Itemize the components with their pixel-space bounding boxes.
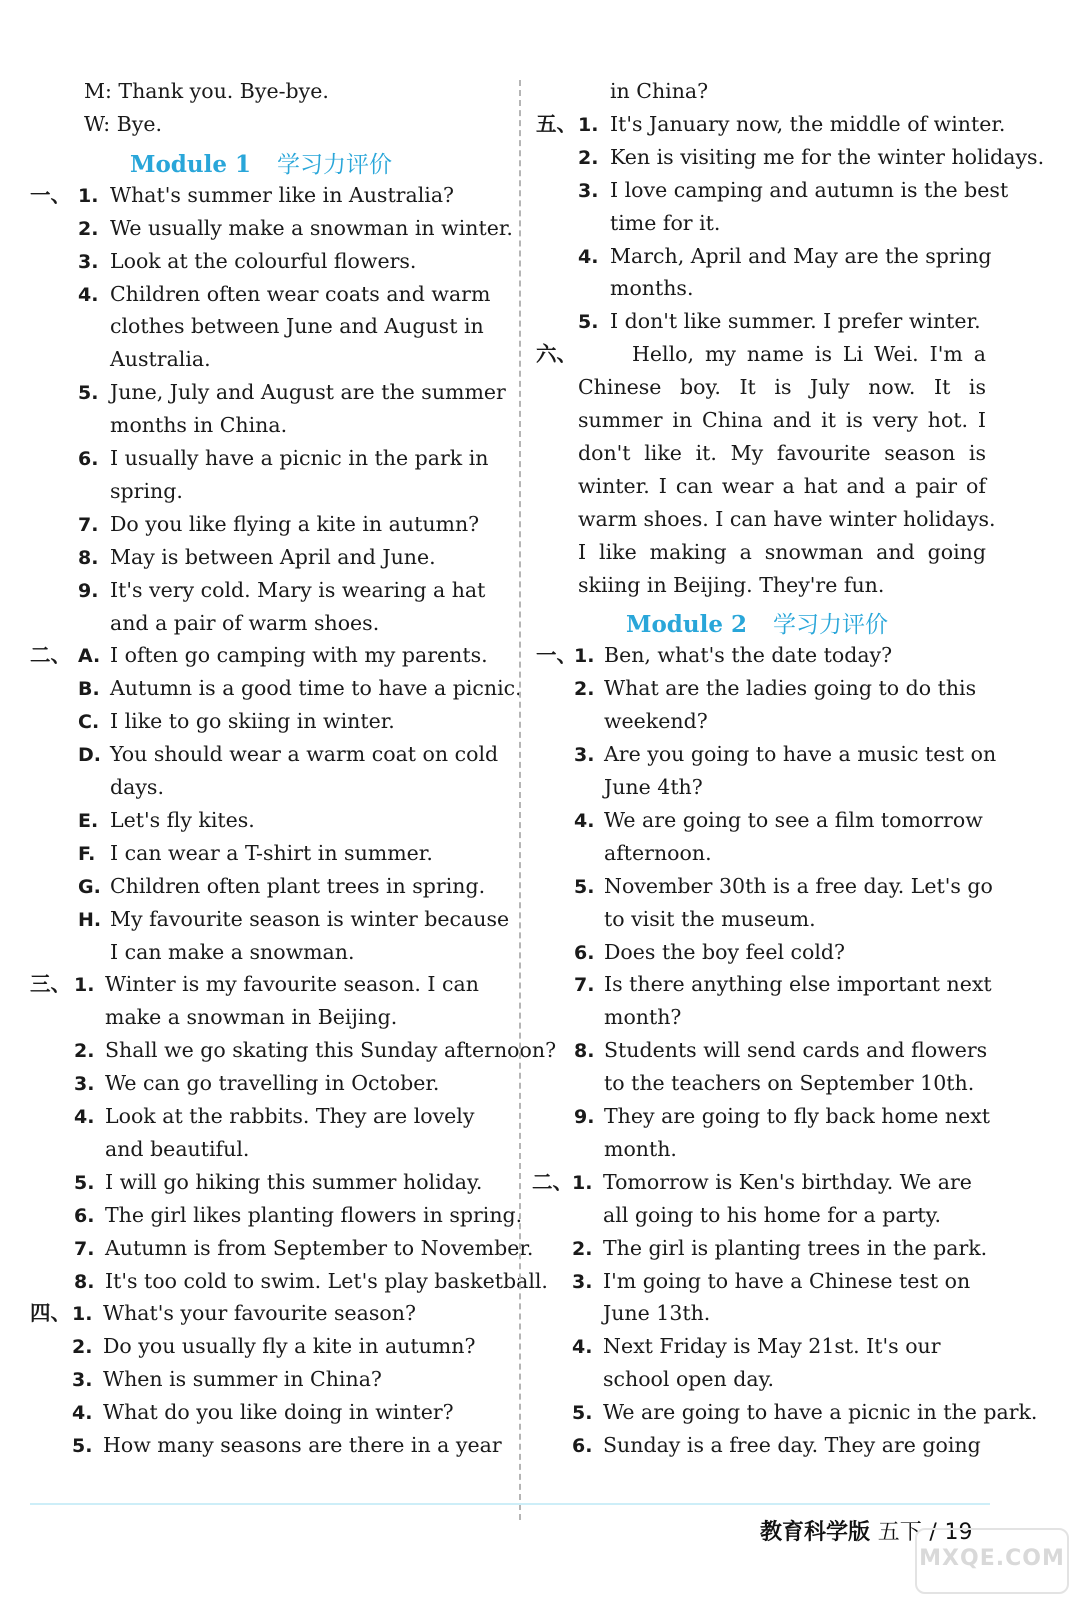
item-number: 5. <box>74 1171 95 1194</box>
answer-line: clothes between June and August in <box>110 314 484 339</box>
answer-line: We are going to have a picnic in the park. <box>603 1400 1038 1425</box>
item-number: 8. <box>74 1270 95 1293</box>
answer-line: Children often wear coats and warm <box>110 281 491 306</box>
item-number: 3. <box>74 1073 95 1096</box>
answer-line: I can wear a T-shirt in summer. <box>110 840 433 865</box>
answer-line: We can go travelling in October. <box>105 1071 440 1096</box>
answer-line: Are you going to have a music test on <box>604 742 997 767</box>
answer-line: What do you like doing in winter? <box>103 1400 454 1425</box>
section-label: 二、 <box>30 643 71 668</box>
answer-line: Winter is my favourite season. I can <box>105 972 479 997</box>
answer-line: I can make a snowman. <box>110 939 355 964</box>
item-number: 1. <box>74 974 95 997</box>
answer-line: school open day. <box>603 1367 774 1392</box>
answer-line: They are going to fly back home next <box>604 1104 991 1128</box>
section-label: 六、 <box>536 342 577 367</box>
footer-grade: 五下 <box>877 1520 922 1545</box>
section-label: 一、 <box>536 643 577 668</box>
item-number: 4. <box>572 1336 593 1359</box>
answer-line: What's your favourite season? <box>103 1301 416 1326</box>
answer-line: I'm going to have a Chinese test on <box>603 1268 971 1293</box>
answer-line: Is there anything else important next <box>604 972 992 997</box>
answer-line: Do you like flying a kite in autumn? <box>110 511 480 536</box>
watermark-logo: MXQE.COM <box>915 1528 1069 1594</box>
answer-line: I love camping and autumn is the best <box>610 177 1009 202</box>
answer-line: I like to go skiing in winter. <box>110 709 395 734</box>
answer-line: What's summer like in Australia? <box>110 182 455 207</box>
answer-line: Let's fly kites. <box>110 807 255 832</box>
item-number: 9. <box>78 579 99 602</box>
answer-line: June, July and August are the summer <box>110 380 506 405</box>
passage-line: skiing in Beijing. They're fun. <box>578 572 885 597</box>
item-number: 6. <box>572 1435 593 1457</box>
answer-line: What are the ladies going to do this <box>604 676 977 701</box>
item-number: 4. <box>574 809 595 832</box>
dialogue-line: W: Bye. <box>84 111 163 136</box>
item-number: 7. <box>574 974 595 997</box>
passage-line: I like making a snowman and going <box>578 539 986 564</box>
item-number: 8. <box>78 546 99 569</box>
passage-line: Chinese boy. It is July now. It is <box>578 375 986 400</box>
answer-line: Children often plant trees in spring. <box>110 873 486 898</box>
item-number: 4. <box>74 1106 95 1128</box>
answer-line: May is between April and June. <box>110 544 436 569</box>
dialogue-line: M: Thank you. Bye-bye. <box>84 79 329 103</box>
answer-line: months. <box>610 276 694 301</box>
module-1-subtitle: 学习力评价 <box>277 151 392 178</box>
passage-line: Hello, my name is Li Wei. I'm a <box>632 342 986 367</box>
answer-line: Next Friday is May 21st. It's our <box>603 1334 941 1359</box>
answer-line: My favourite season is winter because <box>110 906 510 931</box>
item-number: 2. <box>572 1237 593 1260</box>
answer-line: weekend? <box>604 709 708 734</box>
footer-page-number: 19 <box>944 1520 973 1545</box>
item-number: 7. <box>74 1237 95 1260</box>
column-divider <box>519 80 521 1520</box>
module-1-heading <box>130 146 392 179</box>
section-label: 五、 <box>536 111 577 136</box>
item-number: 1. <box>78 184 99 207</box>
answer-line: I don't like summer. I prefer winter. <box>610 309 981 334</box>
answer-line: It's very cold. Mary is wearing a hat <box>110 577 486 602</box>
item-number: 6. <box>74 1204 95 1227</box>
answer-line: Australia. <box>110 347 211 372</box>
item-number: 2. <box>574 678 595 701</box>
module-1-title: Module 1 <box>130 150 251 178</box>
item-number: 2. <box>578 146 599 169</box>
answer-line: Shall we go skating this Sunday afternoon? <box>105 1038 557 1063</box>
item-number: 5. <box>72 1435 93 1457</box>
item-number: 2. <box>72 1336 93 1359</box>
answer-line: How many seasons are there in a year <box>103 1433 502 1457</box>
footer-publisher: 教育科学版 <box>760 1520 871 1545</box>
answer-line: June 13th. <box>603 1301 711 1326</box>
answer-line: to visit the museum. <box>604 906 816 931</box>
answer-line: Ben, what's the date today? <box>604 643 893 668</box>
item-number: 3. <box>578 179 599 202</box>
item-number: G. <box>78 875 101 898</box>
item-number: 5. <box>78 382 99 405</box>
answer-line: month? <box>604 1005 682 1030</box>
item-number: 7. <box>78 513 99 536</box>
item-number: 3. <box>572 1270 593 1293</box>
page-footer: 教育科学版 五下 / 19 <box>760 1520 973 1545</box>
answer-line: and beautiful. <box>105 1136 250 1161</box>
answer-line: to the teachers on September 10th. <box>604 1071 975 1096</box>
answer-line: make a snowman in Beijing. <box>105 1005 398 1030</box>
answer-line: We are going to see a film tomorrow <box>604 807 983 832</box>
item-number: 8. <box>574 1040 595 1063</box>
item-number: 5. <box>572 1402 593 1425</box>
answer-line: Tomorrow is Ken's birthday. We are <box>603 1169 972 1194</box>
passage-line: don't like it. My favourite season is <box>578 440 986 465</box>
item-number: 4. <box>578 245 599 268</box>
answer-line: afternoon. <box>604 840 712 865</box>
section-label: 一、 <box>30 182 71 207</box>
item-number: E. <box>78 809 99 832</box>
answer-line: Does the boy feel cold? <box>604 939 846 964</box>
item-number: 1. <box>72 1303 93 1326</box>
answer-line: all going to his home for a party. <box>603 1202 941 1227</box>
answer-line: March, April and May are the spring <box>610 243 992 268</box>
answer-line: June 4th? <box>604 775 703 799</box>
item-number: 1. <box>572 1171 593 1194</box>
item-number: C. <box>78 711 100 734</box>
answer-line: The girl is planting trees in the park. <box>603 1235 988 1260</box>
answer-line: I often go camping with my parents. <box>110 643 488 668</box>
section-label: 三、 <box>30 972 71 997</box>
continuation-line: in China? <box>610 79 709 103</box>
answer-line: month. <box>604 1136 677 1161</box>
answer-line: It's January now, the middle of winter. <box>610 111 1006 136</box>
item-number: 6. <box>78 448 99 470</box>
item-number: 3. <box>72 1369 93 1392</box>
answer-line: Sunday is a free day. They are going <box>603 1433 981 1457</box>
item-number: 5. <box>578 311 599 334</box>
answer-line: Students will send cards and flowers <box>604 1038 988 1063</box>
answer-line: Autumn is a good time to have a picnic. <box>110 676 522 701</box>
module-2-title: Module 2 <box>626 611 747 639</box>
item-number: 1. <box>578 113 599 136</box>
answer-line: Look at the colourful flowers. <box>110 248 417 273</box>
item-number: 1. <box>574 645 595 668</box>
answer-line: You should wear a warm coat on cold <box>110 742 499 767</box>
footer-rule <box>30 1503 990 1505</box>
item-number: F. <box>78 842 96 865</box>
passage-line: warm shoes. I can have winter holidays. <box>578 506 996 531</box>
item-number: A. <box>78 645 101 668</box>
item-number: 9. <box>574 1106 595 1128</box>
answer-line: Autumn is from September to November. <box>105 1235 534 1260</box>
answer-line: November 30th is a free day. Let's go <box>604 873 993 898</box>
passage-line: summer in China and it is very hot. I <box>578 408 986 432</box>
item-number: B. <box>78 678 100 701</box>
section-label: 二、 <box>532 1169 573 1194</box>
module-2-heading <box>626 606 888 639</box>
section-label: 四、 <box>30 1301 71 1326</box>
answer-line: We usually make a snowman in winter. <box>110 215 513 240</box>
item-number: 6. <box>574 941 595 964</box>
answer-line: and a pair of warm shoes. <box>110 610 380 635</box>
answer-line: spring. <box>110 478 183 503</box>
answer-line: The girl likes planting flowers in spring. <box>105 1202 523 1227</box>
answer-line: I will go hiking this summer holiday. <box>105 1169 483 1194</box>
answer-line: I usually have a picnic in the park in <box>110 446 489 470</box>
item-number: 4. <box>78 283 99 306</box>
answer-line: Ken is visiting me for the winter holidays. <box>610 144 1045 169</box>
answer-line: Do you usually fly a kite in autumn? <box>103 1334 476 1359</box>
item-number: 3. <box>574 744 595 767</box>
answer-line: months in China. <box>110 413 288 438</box>
module-2-subtitle: 学习力评价 <box>773 612 888 639</box>
item-number: H. <box>78 908 102 931</box>
answer-line: days. <box>110 775 164 799</box>
passage-line: winter. I can wear a hat and a pair of <box>578 473 986 498</box>
item-number: 5. <box>574 875 595 898</box>
answer-line: Look at the rabbits. They are lovely <box>105 1104 475 1128</box>
item-number: 2. <box>78 217 99 240</box>
item-number: 4. <box>72 1402 93 1425</box>
answer-line: It's too cold to swim. Let's play basketball. <box>105 1268 548 1293</box>
item-number: D. <box>78 744 101 767</box>
item-number: 3. <box>78 250 99 273</box>
item-number: 2. <box>74 1040 95 1063</box>
answer-line: time for it. <box>610 210 721 235</box>
answer-line: When is summer in China? <box>103 1367 382 1392</box>
